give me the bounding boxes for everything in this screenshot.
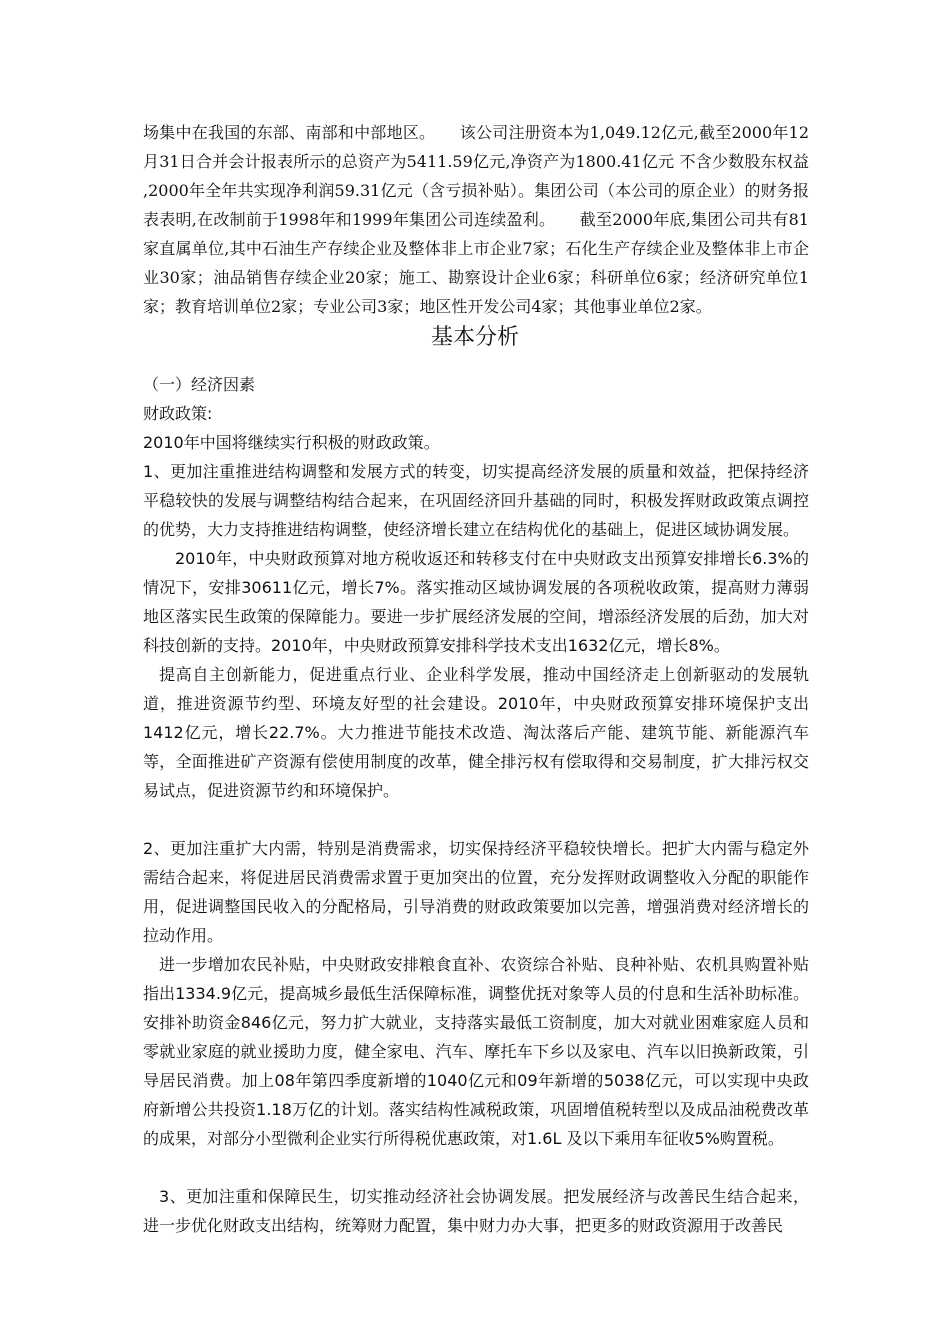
intro-paragraph: 场集中在我国的东部、南部和中部地区。 该公司注册资本为1,049.12亿元,截至2000年12月31日合并会计报表所示的总资产为5411.59亿元,净资产为1800.41亿元 不含少数股东权益 ,2000年全年共实现净利润59.31亿元（含亏损补贴）。集团公司（本公司的原企业）的财务报表表明,在改制前于1998年和1999年集团公司连续盈利。 截至2000年底,集团公司共有81家直属单位,其中石油生产存续企业及整体非上市企业7家；石化生产存续企业及整体非上市企业30家；油品销售存续企业20家；施工、勘察设计企业6家；科研单位6家；经济研究单位1家；教育培训单位2家；专业公司3家；地区性开发公司4家；其他事业单位2家。 bbox=[143, 123, 809, 316]
paragraph-1: 1、更加注重推进结构调整和发展方式的转变，切实提高经济发展的质量和效益，把保持经济平稳较快的发展与调整结构结合起来，在巩固经济回升基础的同时，积极发挥财政政策点调控的优势，大力支持推进结构调整，使经济增长建立在结构优化的基础上，促进区域协调发展。 bbox=[143, 462, 809, 539]
paragraph-5: 进一步增加农民补贴，中央财政安排粮食直补、农资综合补贴、良种补贴、农机具购置补贴指出1334.9亿元，提高城乡最低生活保障标准，调整优抚对象等人员的付息和生活补助标准。安排补助资金846亿元，努力扩大就业，支持落实最低工资制度，加大对就业困难家庭人员和零就业家庭的就业援助力度，健全家电、汽车、摩托车下乡以及家电、汽车以旧换新政策，引导居民消费。加上08年第四季度新增的1040亿元和09年新增的5038亿元，可以实现中央政府新增公共投资1.18万亿的计划。落实结构性减税政策，巩固增值税转型以及成品油税费改革的成果，对部分小型微利企业实行所得税优惠政策，对1.6L 及以下乘用车征收5%购置税。 bbox=[143, 955, 809, 1148]
subsection-heading: 财政政策: bbox=[143, 404, 213, 423]
paragraph-2: 2010年，中央财政预算对地方税收返还和转移支付在中央财政支出预算安排增长6.3%的情况下，安排30611亿元，增长7%。落实推动区域协调发展的各项税收政策，提高财力薄弱地区落实民生政策的保障能力。要进一步扩展经济发展的空间，增添经济发展的后劲，加大对科技创新的支持。2010年，中央财政预算安排科学技术支出1632亿元，增长8%。 bbox=[143, 549, 809, 655]
paragraph-3: 提高自主创新能力，促进重点行业、企业科学发展，推动中国经济走上创新驱动的发展轨道，推进资源节约型、环境友好型的社会建设。2010年，中央财政预算安排环境保护支出1412亿元，增长22.7%。大力推进节能技术改造、淘汰落后产能、建筑节能、新能源汽车等，全面推进矿产资源有偿使用制度的改革，健全排污权有偿取得和交易制度，扩大排污权交易试点，促进资源节约和环境保护。 bbox=[143, 665, 809, 800]
section-title: 基本分析 bbox=[430, 325, 519, 350]
spacer bbox=[143, 805, 809, 834]
section-heading: （一）经济因素 bbox=[143, 375, 256, 394]
intro-block bbox=[143, 118, 809, 321]
paragraph-6: 3、更加注重和保障民生，切实推动经济社会协调发展。把发展经济与改善民生结合起来，进一步优化财政支出结构，统筹财力配置，集中财力办大事，把更多的财政资源用于改善民 bbox=[143, 1187, 809, 1235]
paragraph-4: 2、更加注重扩大内需，特别是消费需求，切实保持经济平稳较快增长。把扩大内需与稳定外需结合起来，将促进居民消费需求置于更加突出的位置，充分发挥财政调整收入分配的职能作用，促进调整国民收入的分配格局，引导消费的财政政策要加以完善，增强消费对经济增长的拉动作用。 bbox=[143, 839, 809, 945]
spacer bbox=[143, 1153, 809, 1182]
body-block bbox=[143, 370, 809, 1240]
lead-paragraph: 2010年中国将继续实行积极的财政政策。 bbox=[143, 433, 440, 452]
